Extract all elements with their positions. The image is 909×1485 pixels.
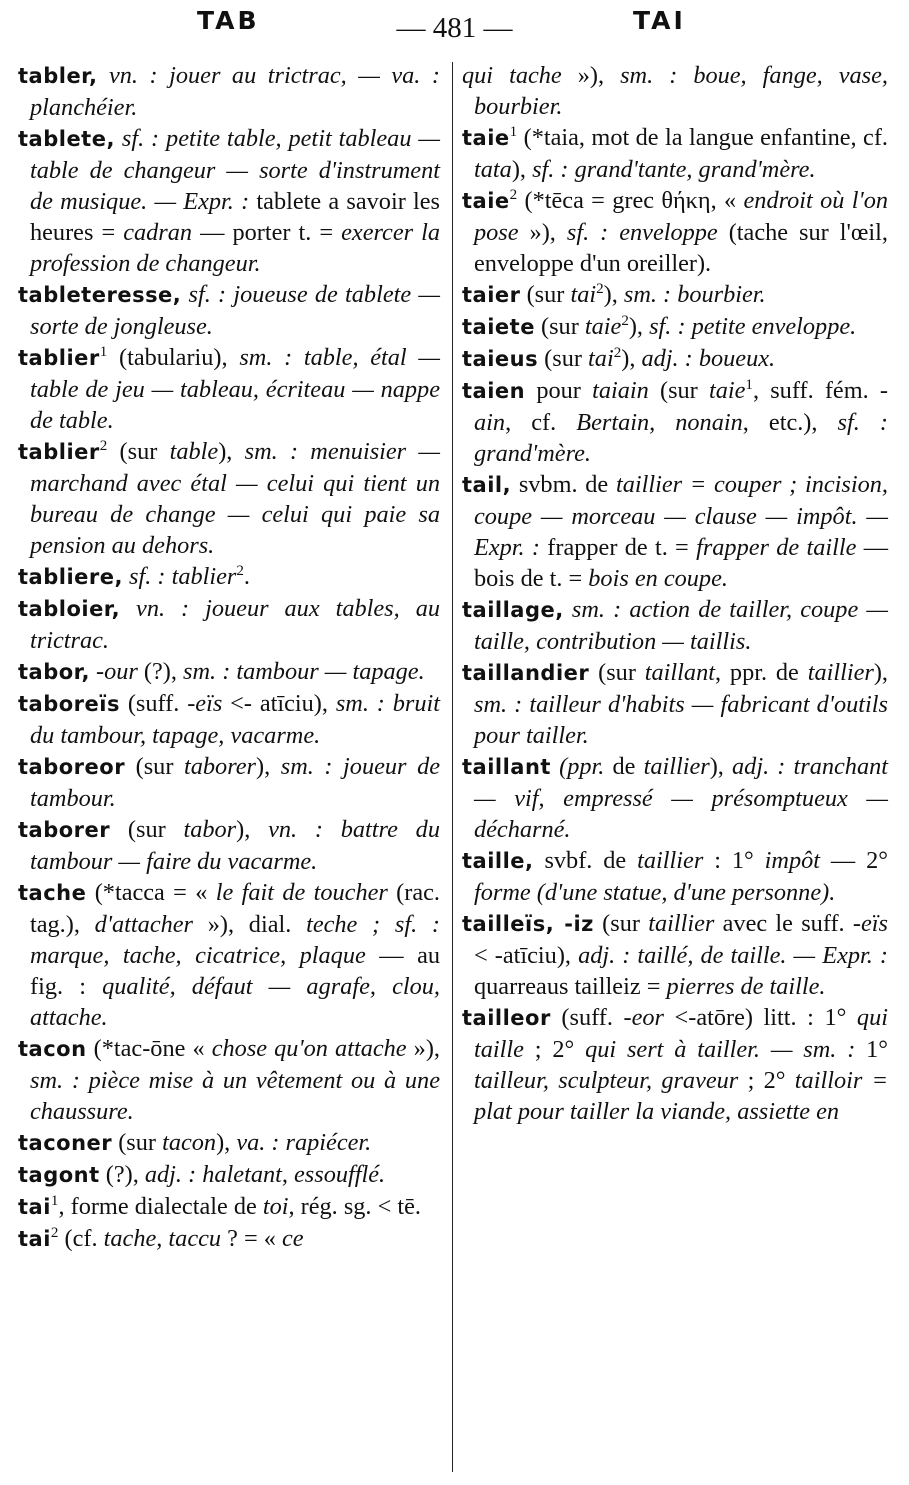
- dictionary-entry: [18, 1033, 440, 1127]
- entry-gloss-italic: -ain: [474, 377, 888, 436]
- entry-text: < -atīciu),: [474, 942, 579, 969]
- entry-gloss-italic: bois en coupe.: [588, 565, 728, 592]
- dictionary-entry: [18, 1191, 440, 1223]
- entry-text: , ppr. de: [714, 659, 808, 686]
- homograph-number: 1: [99, 343, 108, 360]
- entry-text: (sur: [125, 753, 184, 780]
- entry-gloss-italic: sm. : menuisier — marchand avec étal — celui qui tient un bureau de change — celui qui paie sa pension au dehors.: [30, 438, 440, 559]
- entry-gloss-italic: taillant: [644, 659, 715, 686]
- dictionary-entry: [18, 688, 440, 751]
- entry-gloss-italic: tata: [474, 156, 512, 183]
- entry-text: , rég. sg. < tē.: [288, 1193, 421, 1220]
- entry-gloss-italic: ce: [281, 1225, 304, 1252]
- entry-gloss-italic: tai: [588, 345, 614, 372]
- entry-gloss-italic: sm. : action de tailler, coupe — taille, contribution — taillis.: [474, 596, 888, 655]
- entry-gloss-italic: frapper de taille: [696, 534, 857, 561]
- entry-text: (suff.: [119, 690, 188, 717]
- homograph-number: 2: [509, 186, 518, 203]
- dictionary-entry: [462, 657, 888, 751]
- entry-gloss-italic: sm. : table, étal — table de jeu — tableau, écriteau — nappe de table.: [30, 344, 440, 434]
- entry-text: (*tacca = «: [86, 879, 216, 906]
- entry-text: (sur: [110, 816, 184, 843]
- entry-gloss-italic: forme (d'une statue, d'une personne).: [474, 879, 836, 906]
- entry-gloss-italic: taillier: [807, 659, 874, 686]
- entry-text: (sur: [589, 659, 645, 686]
- right-column: [462, 60, 888, 1127]
- entry-text: tablete a savoir les heures =: [30, 188, 441, 246]
- entry-text: (sur: [593, 910, 649, 937]
- entry-text: (sur: [648, 377, 709, 404]
- entry-headword: taillant: [462, 755, 551, 779]
- header-left-guide-word: TAB: [197, 6, 260, 35]
- entry-text: — 2°: [820, 847, 889, 874]
- entry-gloss-italic: sf. : enveloppe: [566, 219, 718, 246]
- homograph-number: 2: [236, 562, 244, 579]
- entry-text: de: [604, 753, 644, 780]
- entry-gloss-italic: exercer la profession de changeur.: [30, 219, 440, 277]
- entry-text: — porter t. =: [192, 219, 342, 246]
- entry-gloss-italic: qualité, défaut — agrafe, clou, attache.: [30, 973, 440, 1031]
- entry-text: , cf.: [505, 409, 577, 436]
- entry-headword: tablier: [18, 346, 100, 370]
- entry-gloss-italic: taborer: [184, 753, 256, 780]
- entry-gloss-italic: adj. : haletant, essoufflé.: [144, 1161, 386, 1188]
- entry-gloss-italic: adj. : taillé, de taille. — Expr. :: [578, 942, 888, 969]
- homograph-number: 2: [50, 1224, 59, 1241]
- entry-text: ? = «: [221, 1225, 282, 1252]
- entry-headword: taboreor: [18, 755, 126, 779]
- entry-text: pour: [525, 377, 593, 404]
- entry-headword: taieus: [462, 347, 539, 371]
- dictionary-entry: [462, 845, 888, 908]
- dictionary-entry: [18, 279, 440, 342]
- entry-gloss-italic: taillier: [637, 847, 704, 874]
- entry-text: (rac. tag.),: [30, 879, 441, 938]
- entry-text: ),: [603, 281, 624, 308]
- dictionary-entry: [18, 751, 440, 814]
- dictionary-entry: [462, 469, 888, 594]
- entry-gloss-italic: pierres de taille.: [666, 973, 826, 1000]
- header-right-guide-word: TAI: [633, 6, 686, 35]
- entry-headword: tableteresse,: [18, 283, 182, 307]
- entry-gloss-italic: -our: [89, 658, 138, 685]
- entry-gloss-italic: va. : rapiécer.: [236, 1129, 372, 1156]
- entry-gloss-italic: tabor: [183, 816, 237, 843]
- entry-gloss-italic: sf. : grand'tante, grand'mère.: [532, 156, 816, 183]
- entry-headword: tail,: [462, 473, 512, 497]
- entry-gloss-italic: sm. : boue, fange, vase, bourbier.: [474, 62, 888, 120]
- entry-headword: tabloier,: [18, 597, 121, 621]
- entry-text: ),: [628, 313, 650, 340]
- dictionary-entry: [18, 60, 440, 123]
- entry-headword: tacon: [18, 1037, 87, 1061]
- entry-gloss-italic: sm. : tailleur d'habits — fabricant d'outils pour tailler.: [474, 691, 888, 749]
- entry-headword: taie: [462, 126, 510, 150]
- dictionary-entry: [462, 122, 888, 185]
- dictionary-entry: [462, 60, 888, 122]
- entry-text: (*taia, mot de la langue enfantine, cf.: [517, 124, 888, 151]
- entry-gloss-italic: sm. : bourbier.: [623, 281, 766, 308]
- entry-text: : 1°: [703, 847, 765, 874]
- left-column: [18, 60, 440, 1255]
- entry-gloss-italic: taie: [584, 313, 622, 340]
- entry-text: (sur: [112, 1129, 163, 1156]
- entry-gloss-italic: tacon: [162, 1129, 217, 1156]
- entry-text: (?),: [99, 1161, 145, 1188]
- entry-text: avec le suff.: [714, 910, 853, 937]
- entry-text: .: [243, 563, 250, 590]
- entry-gloss-italic: chose qu'on attache: [211, 1035, 407, 1062]
- entry-headword: tailleor: [462, 1006, 551, 1030]
- dictionary-entry: [18, 1223, 440, 1255]
- dictionary-entry: [18, 593, 440, 656]
- dictionary-entry: [18, 656, 440, 688]
- entry-gloss-italic: qui taille: [474, 1004, 888, 1063]
- dictionary-entry: [18, 123, 440, 279]
- entry-headword: tabliere,: [18, 565, 123, 589]
- dictionary-entry: [18, 436, 440, 561]
- entry-text: »),: [561, 62, 621, 89]
- homograph-number: 1: [745, 376, 753, 393]
- entry-text: »), dial.: [193, 911, 307, 938]
- entry-text: ),: [256, 753, 281, 780]
- dictionary-entry: [462, 375, 888, 469]
- entry-gloss-italic: taillier = couper ; incision, coupe — morceau — clause — impôt. — Expr. :: [474, 471, 888, 561]
- dictionary-entry: [462, 279, 888, 311]
- entry-headword: tagont: [18, 1163, 100, 1187]
- entry-headword: taille,: [462, 849, 534, 873]
- entry-text: 1°: [855, 1036, 888, 1063]
- entry-gloss-italic: -eor: [623, 1004, 664, 1031]
- entry-gloss-italic: cadran: [123, 219, 193, 246]
- dictionary-entry: [18, 814, 440, 877]
- dictionary-entry: [18, 561, 440, 593]
- entry-headword: taconer: [18, 1131, 113, 1155]
- entry-gloss-italic: sf. : petite table, petit tableau — table de changeur — sorte d'instrument de musique. — Expr. :: [30, 125, 440, 215]
- entry-text: quarreaus tailleiz =: [474, 973, 667, 1000]
- entry-gloss-italic: impôt: [764, 847, 821, 874]
- entry-text: (cf.: [58, 1225, 104, 1252]
- entry-headword: tablier: [18, 440, 100, 464]
- dictionary-entry: [462, 594, 888, 657]
- entry-gloss-italic: -eïs: [852, 910, 889, 937]
- entry-gloss-italic: taie: [708, 377, 746, 404]
- entry-headword: taien: [462, 379, 526, 403]
- entry-text: ; 2°: [738, 1067, 795, 1094]
- entry-text: ),: [216, 1129, 237, 1156]
- entry-gloss-italic: vn. : battre du tambour — faire du vacarme.: [30, 816, 440, 875]
- entry-headword: taie: [462, 189, 510, 213]
- entry-text: (*tac-ōne «: [86, 1035, 212, 1062]
- entry-gloss-italic: sf. : joueuse de tablete — sorte de jongleuse.: [30, 281, 440, 340]
- homograph-number: 1: [509, 123, 518, 140]
- entry-gloss-italic: taiain: [592, 377, 649, 404]
- entry-gloss-italic: toi: [262, 1193, 289, 1220]
- entry-text: , forme dialectale de: [58, 1193, 263, 1220]
- entry-gloss-italic: vn. : joueur aux tables, au trictrac.: [30, 595, 440, 654]
- dictionary-entry: [462, 908, 888, 1002]
- entry-text: ),: [511, 156, 533, 183]
- entry-gloss-italic: qui sert à tailler. — sm. :: [585, 1036, 856, 1063]
- entry-text: <- atīciu),: [222, 690, 336, 717]
- entry-gloss-italic: sf. : tablier: [122, 563, 237, 590]
- entry-text: frapper de t. =: [540, 534, 697, 561]
- entry-headword: tailleïs, -iz: [462, 912, 594, 936]
- dictionary-entry: [462, 343, 888, 375]
- entry-text: ),: [873, 659, 889, 686]
- entry-gloss-italic: le fait de toucher: [215, 879, 388, 906]
- entry-gloss-italic: adj. : tranchant — vif, empressé — présomptueux — décharné.: [474, 753, 888, 843]
- entry-text: »),: [518, 219, 567, 246]
- entry-text: (tabulariu),: [107, 344, 240, 371]
- entry-headword: taillandier: [462, 661, 590, 685]
- entry-text: , etc.),: [742, 409, 838, 436]
- dictionary-entry: [462, 185, 888, 279]
- entry-gloss-italic: (ppr.: [550, 753, 605, 780]
- column-divider: [452, 62, 453, 1472]
- entry-headword: taier: [462, 283, 521, 307]
- entry-gloss-italic: sm. : pièce mise à un vêtement ou à une chaussure.: [30, 1067, 440, 1125]
- homograph-number: 2: [621, 312, 629, 329]
- entry-gloss-italic: d'attacher: [94, 911, 193, 938]
- entry-text: — bois de t. =: [474, 534, 888, 592]
- entry-gloss-italic: sm. : bruit du tambour, tapage, vacarme.: [30, 690, 440, 749]
- entry-gloss-italic: adj. : boueux.: [641, 345, 776, 372]
- entry-headword: tabler,: [18, 64, 98, 88]
- entry-text: (sur: [534, 313, 585, 340]
- entry-headword: taboreïs: [18, 692, 120, 716]
- entry-text: (suff.: [550, 1004, 624, 1031]
- entry-text: (tache sur l'œil, enveloppe d'un oreiller).: [474, 219, 888, 277]
- homograph-number: 1: [50, 1192, 59, 1209]
- entry-text: (?),: [137, 658, 184, 685]
- entry-gloss-italic: qui tache: [462, 62, 562, 89]
- entry-text: ),: [621, 345, 642, 372]
- entry-gloss-italic: endroit où l'on pose: [474, 187, 888, 246]
- homograph-number: 2: [99, 437, 108, 454]
- entry-headword: taborer: [18, 818, 111, 842]
- dictionary-entry: [462, 751, 888, 845]
- entry-headword: tablete,: [18, 127, 115, 151]
- dictionary-entry: [18, 877, 440, 1033]
- entry-text: ),: [218, 438, 245, 465]
- page-number: — 481 —: [396, 11, 513, 44]
- entry-gloss-italic: sf. : petite enveloppe.: [649, 313, 857, 340]
- homograph-number: 2: [596, 280, 604, 297]
- entry-gloss-italic: -eïs: [187, 690, 223, 717]
- entry-gloss-italic: table: [169, 438, 219, 465]
- entry-headword: taillage,: [462, 598, 564, 622]
- entry-gloss-italic: Bertain, nonain: [576, 409, 743, 436]
- entry-headword: tabor,: [18, 660, 90, 684]
- dictionary-entry: [462, 311, 888, 343]
- entry-headword: tache: [18, 881, 87, 905]
- entry-gloss-italic: taillier: [648, 910, 715, 937]
- entry-gloss-italic: tailloir = plat pour tailler la viande, assiette en: [474, 1067, 888, 1125]
- entry-text: — au fig. :: [30, 942, 440, 1000]
- entry-gloss-italic: tailleur, sculpteur, graveur: [474, 1067, 739, 1094]
- entry-text: (sur: [538, 345, 589, 372]
- entry-text: ),: [236, 816, 269, 843]
- dictionary-entry: [18, 1159, 440, 1191]
- entry-text: (*tēca = grec θήκη, «: [517, 187, 744, 214]
- homograph-number: 2: [613, 344, 622, 361]
- entry-gloss-italic: teche ; sf. : marque, tache, cicatrice, plaque: [30, 911, 441, 969]
- entry-text: ; 2°: [523, 1036, 586, 1063]
- entry-text: svbm. de: [511, 471, 616, 498]
- entry-text: (sur: [107, 438, 170, 465]
- dictionary-entry: [462, 1002, 888, 1127]
- entry-gloss-italic: sm. : tambour — tapage.: [183, 658, 425, 685]
- entry-headword: taiete: [462, 315, 535, 339]
- dictionary-entry: [18, 1127, 440, 1159]
- entry-text: <-atōre) litt. : 1°: [663, 1004, 857, 1031]
- entry-gloss-italic: tai: [570, 281, 597, 308]
- entry-text: (sur: [520, 281, 571, 308]
- entry-gloss-italic: tache, taccu: [103, 1225, 222, 1252]
- entry-gloss-italic: sm. : joueur de tambour.: [30, 753, 440, 812]
- entry-text: »),: [406, 1035, 440, 1062]
- entry-text: ),: [709, 753, 733, 780]
- entry-headword: tai: [18, 1195, 51, 1219]
- entry-text: svbf. de: [533, 847, 638, 874]
- entry-headword: tai: [18, 1227, 51, 1251]
- entry-gloss-italic: sf. : grand'mère.: [474, 409, 888, 467]
- entry-text: , suff. fém.: [752, 377, 880, 404]
- entry-gloss-italic: vn. : jouer au trictrac, — va. : planchéier.: [30, 62, 440, 121]
- dictionary-entry: [18, 342, 440, 436]
- entry-gloss-italic: taillier: [643, 753, 710, 780]
